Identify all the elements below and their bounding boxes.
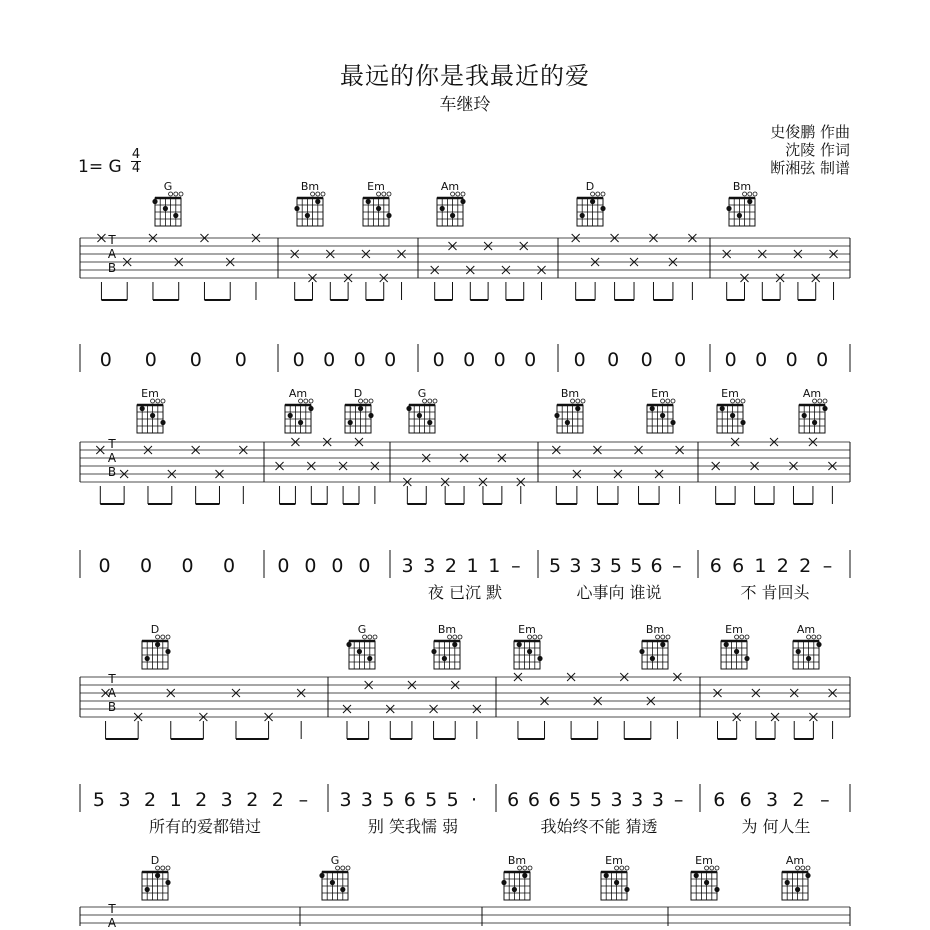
chord-finger-dot — [305, 213, 310, 218]
chord-finger-dot — [650, 656, 655, 661]
jianpu-note: 0 — [144, 349, 157, 371]
chord-finger-dot — [152, 199, 157, 204]
jianpu-note: 6 — [732, 555, 745, 577]
jianpu-note: 2 — [792, 789, 805, 811]
chord-name: Bm — [437, 623, 457, 636]
chord-finger-dot — [163, 206, 168, 211]
chord-finger-dot — [740, 420, 745, 425]
jianpu-note: 6 — [739, 789, 752, 811]
jianpu-note: 0 — [181, 555, 194, 577]
jianpu-note: 0 — [463, 349, 476, 371]
jianpu-note: 0 — [724, 349, 737, 371]
chord-finger-dot — [796, 649, 801, 654]
chord-finger-dot — [155, 873, 160, 878]
chord-name: Am — [440, 180, 460, 193]
lyric-line: 为 何人生 — [741, 817, 811, 836]
jianpu-note: 1 — [169, 789, 182, 811]
chord-finger-dot — [406, 406, 411, 411]
jianpu-note: 5 — [609, 555, 623, 577]
chord-name: Em — [518, 623, 536, 636]
jianpu-note: 0 — [292, 349, 305, 371]
chord-finger-dot — [368, 413, 373, 418]
chord-open-string — [161, 635, 165, 639]
jianpu-note: 3 — [360, 789, 373, 811]
chord-finger-dot — [554, 413, 559, 418]
jianpu-note: 5 — [382, 789, 395, 811]
song-title: 最远的你是我最近的爱 — [340, 62, 590, 90]
chord-open-string — [161, 866, 165, 870]
chord-finger-dot — [160, 420, 165, 425]
chord-name: Em — [367, 180, 385, 193]
time-signature-bottom: 4 — [131, 161, 141, 176]
chord-name: Bm — [732, 180, 752, 193]
jianpu-note: 2 — [246, 789, 259, 811]
chord-open-string — [369, 399, 373, 403]
chord-finger-dot — [660, 413, 665, 418]
chord-finger-dot — [155, 642, 160, 647]
jianpu-note: 2 — [776, 555, 789, 577]
chord-finger-dot — [694, 873, 699, 878]
chord-name: Em — [605, 854, 623, 867]
chord-finger-dot — [340, 887, 345, 892]
chord-finger-dot — [346, 642, 351, 647]
chord-finger-dot — [726, 206, 731, 211]
jianpu-note: – — [298, 789, 309, 811]
chord-name: Bm — [507, 854, 527, 867]
chord-open-string — [433, 399, 437, 403]
tab-system — [80, 623, 850, 836]
chord-finger-dot — [165, 880, 170, 885]
tab-letter: B — [107, 465, 117, 479]
chord-open-string — [373, 635, 377, 639]
tab-letter: A — [107, 451, 117, 465]
jianpu-note: 3 — [569, 555, 582, 577]
chord-finger-dot — [639, 649, 644, 654]
chord-finger-dot — [294, 206, 299, 211]
chord-name: Am — [785, 854, 805, 867]
jianpu-note: 0 — [755, 349, 768, 371]
chord-finger-dot — [417, 413, 422, 418]
chord-finger-dot — [650, 406, 655, 411]
chord-finger-dot — [450, 213, 455, 218]
jianpu-note: 5 — [92, 789, 105, 811]
chord-open-string — [364, 399, 368, 403]
chord-finger-dot — [308, 406, 313, 411]
jianpu-note: 3 — [118, 789, 131, 811]
chord-finger-dot — [537, 656, 542, 661]
chord-name: Am — [796, 623, 816, 636]
chord-finger-dot — [442, 656, 447, 661]
chord-finger-dot — [624, 887, 629, 892]
chord-finger-dot — [660, 642, 665, 647]
singer-name: 车继玲 — [439, 95, 491, 115]
chord-finger-dot — [737, 213, 742, 218]
chord-finger-dot — [165, 649, 170, 654]
jianpu-note: 0 — [493, 349, 506, 371]
jianpu-note: 6 — [548, 789, 561, 811]
jianpu-note: 0 — [640, 349, 653, 371]
chord-open-string — [666, 635, 670, 639]
jianpu-note: 0 — [432, 349, 445, 371]
jianpu-note: 6 — [650, 555, 663, 577]
chord-name: Bm — [560, 387, 580, 400]
chord-finger-dot — [806, 656, 811, 661]
chord-name: Am — [288, 387, 308, 400]
jianpu-note: 3 — [220, 789, 233, 811]
chord-finger-dot — [734, 649, 739, 654]
jianpu-note: 3 — [339, 789, 352, 811]
chord-finger-dot — [140, 406, 145, 411]
chord-finger-dot — [785, 880, 790, 885]
chord-open-string — [823, 399, 827, 403]
chord-finger-dot — [714, 887, 719, 892]
lyric-line: 我始终不能 猜透 — [540, 817, 658, 836]
jianpu-note: – — [673, 789, 684, 811]
jianpu-note: – — [511, 555, 521, 577]
chord-finger-dot — [802, 413, 807, 418]
chord-finger-dot — [376, 206, 381, 211]
jianpu-note: 5 — [569, 789, 582, 811]
jianpu-note: 0 — [99, 349, 112, 371]
chord-finger-dot — [580, 213, 585, 218]
chord-finger-dot — [145, 656, 150, 661]
jianpu-note: 0 — [277, 555, 290, 577]
chord-open-string — [174, 192, 178, 196]
jianpu-note: 0 — [234, 349, 247, 371]
jianpu-note: – — [672, 555, 682, 577]
lyric-line: 别 笑我懦 弱 — [367, 817, 459, 836]
lyric-line: 心事向 谁说 — [576, 583, 662, 602]
tab-letter: A — [107, 247, 117, 261]
tab-letter: A — [107, 686, 117, 700]
jianpu-note: 3 — [651, 789, 664, 811]
jianpu-note: 6 — [403, 789, 416, 811]
chord-open-string — [625, 866, 629, 870]
chord-finger-dot — [366, 199, 371, 204]
chord-open-string — [745, 635, 749, 639]
chord-finger-dot — [704, 880, 709, 885]
chord-name: D — [353, 387, 363, 400]
jianpu-note: 2 — [444, 555, 457, 577]
chord-open-string — [458, 635, 462, 639]
jianpu-note: 3 — [765, 789, 779, 811]
chord-name: Em — [725, 623, 743, 636]
chord-open-string — [538, 635, 542, 639]
jianpu-note: 5 — [549, 555, 562, 577]
lyric-line: 夜 已沉 默 — [427, 583, 503, 602]
chord-open-string — [528, 866, 532, 870]
chord-finger-dot — [145, 887, 150, 892]
chord-finger-dot — [386, 213, 391, 218]
chord-open-string — [461, 192, 465, 196]
chord-finger-dot — [517, 642, 522, 647]
chord-open-string — [166, 635, 170, 639]
chord-open-string — [179, 192, 183, 196]
tab-letter: T — [108, 672, 116, 686]
chord-finger-dot — [452, 642, 457, 647]
jianpu-note: 0 — [785, 349, 798, 371]
chord-name: G — [417, 387, 427, 400]
lyricist-credit: 沈陵 作词 — [785, 141, 850, 159]
jianpu-note: 5 — [630, 555, 643, 577]
jianpu-note: 2 — [195, 789, 208, 811]
chord-name: G — [357, 623, 367, 636]
time-signature-top: 4 — [131, 147, 141, 162]
chord-name: Am — [802, 387, 822, 400]
chord-finger-dot — [724, 642, 729, 647]
jianpu-note: 0 — [304, 555, 317, 577]
chord-finger-dot — [150, 413, 155, 418]
tab-system — [80, 387, 850, 602]
jianpu-note: 0 — [607, 349, 620, 371]
jianpu-note: 3 — [610, 789, 623, 811]
chord-open-string — [161, 399, 165, 403]
chord-finger-dot — [600, 206, 605, 211]
tab-letter: A — [107, 916, 117, 930]
chord-name: Em — [695, 854, 713, 867]
jianpu-note: 2 — [271, 789, 284, 811]
transcriber-credit: 断湘弦 制谱 — [770, 159, 850, 177]
jianpu-note: 0 — [674, 349, 687, 371]
lyric-line: 所有的爱都错过 — [148, 817, 262, 836]
chord-open-string — [581, 399, 585, 403]
chord-open-string — [601, 192, 605, 196]
jianpu-note: 2 — [799, 555, 812, 577]
chord-open-string — [166, 866, 170, 870]
jianpu-note: 3 — [423, 555, 436, 577]
chord-open-string — [368, 635, 372, 639]
chord-finger-dot — [440, 206, 445, 211]
chord-name: Bm — [300, 180, 320, 193]
chord-finger-dot — [812, 420, 817, 425]
chord-name: D — [150, 854, 160, 867]
jianpu-note: 0 — [139, 555, 153, 577]
chord-finger-dot — [604, 873, 609, 878]
chord-finger-dot — [460, 199, 465, 204]
chord-finger-dot — [431, 649, 436, 654]
chord-finger-dot — [288, 413, 293, 418]
tab-letter: T — [108, 233, 116, 247]
chord-name: Bm — [645, 623, 665, 636]
chord-finger-dot — [512, 887, 517, 892]
tab-letter: T — [108, 902, 116, 916]
chord-finger-dot — [330, 880, 335, 885]
chord-finger-dot — [367, 656, 372, 661]
jianpu-note: 0 — [353, 349, 366, 371]
jianpu-note: 5 — [425, 789, 438, 811]
chord-name: Em — [141, 387, 159, 400]
jianpu-note: 0 — [331, 555, 344, 577]
jianpu-note: 5 — [446, 789, 459, 811]
chord-finger-dot — [357, 649, 362, 654]
jianpu-note: 0 — [222, 555, 236, 577]
chord-finger-dot — [590, 199, 595, 204]
chord-finger-dot — [298, 420, 303, 425]
chord-name: Em — [721, 387, 739, 400]
chord-finger-dot — [358, 406, 363, 411]
key-signature: 1= G — [78, 157, 122, 177]
chord-open-string — [321, 192, 325, 196]
chord-finger-dot — [527, 649, 532, 654]
chord-finger-dot — [816, 642, 821, 647]
chord-open-string — [341, 866, 345, 870]
chord-finger-dot — [670, 420, 675, 425]
chord-open-string — [346, 866, 350, 870]
chord-open-string — [806, 866, 810, 870]
jianpu-note: 3 — [631, 789, 644, 811]
jianpu-note: 1 — [754, 555, 767, 577]
tab-letter: B — [107, 700, 117, 714]
jianpu-note: 0 — [98, 555, 111, 577]
jianpu-note: · — [471, 789, 478, 811]
chord-finger-dot — [730, 413, 735, 418]
chord-name: D — [150, 623, 160, 636]
jianpu-note: 3 — [589, 555, 602, 577]
chord-name: D — [585, 180, 595, 193]
chord-open-string — [753, 192, 757, 196]
chord-finger-dot — [427, 420, 432, 425]
chord-open-string — [671, 399, 675, 403]
tab-letter: T — [108, 437, 116, 451]
chord-finger-dot — [822, 406, 827, 411]
chord-finger-dot — [319, 873, 324, 878]
lyric-line: 不 肯回头 — [740, 583, 810, 602]
jianpu-note: 6 — [709, 555, 722, 577]
tab-letter: B — [107, 261, 117, 275]
chord-open-string — [309, 399, 313, 403]
chord-open-string — [817, 635, 821, 639]
jianpu-note: – — [822, 555, 833, 577]
chord-finger-dot — [795, 887, 800, 892]
chord-open-string — [715, 866, 719, 870]
jianpu-note: – — [820, 789, 830, 811]
chord-open-string — [596, 192, 600, 196]
chord-finger-dot — [173, 213, 178, 218]
jianpu-note: 0 — [816, 349, 829, 371]
jianpu-note: 0 — [358, 555, 371, 577]
jianpu-note: 5 — [589, 789, 602, 811]
tab-system — [80, 180, 850, 372]
jianpu-note: 0 — [384, 349, 397, 371]
chord-finger-dot — [315, 199, 320, 204]
jianpu-note: 0 — [323, 349, 336, 371]
chord-finger-dot — [348, 420, 353, 425]
chord-name: G — [330, 854, 340, 867]
jianpu-note: 6 — [507, 789, 520, 811]
chord-name: G — [163, 180, 173, 193]
jianpu-note: 3 — [401, 555, 414, 577]
chord-finger-dot — [744, 656, 749, 661]
jianpu-note: 6 — [527, 789, 540, 811]
chord-finger-dot — [575, 406, 580, 411]
chord-open-string — [741, 399, 745, 403]
jianpu-note: 1 — [488, 555, 501, 577]
jianpu-note: 0 — [524, 349, 537, 371]
chord-finger-dot — [565, 420, 570, 425]
jianpu-note: 1 — [466, 555, 479, 577]
jianpu-note: 0 — [573, 349, 586, 371]
jianpu-note: 2 — [144, 789, 157, 811]
chord-open-string — [428, 399, 432, 403]
jianpu-note: 6 — [713, 789, 726, 811]
jianpu-note: 0 — [189, 349, 202, 371]
chord-finger-dot — [501, 880, 506, 885]
chord-name: Em — [651, 387, 669, 400]
chord-finger-dot — [614, 880, 619, 885]
chord-open-string — [387, 192, 391, 196]
chord-finger-dot — [522, 873, 527, 878]
composer-credit: 史俊鹏 作曲 — [770, 123, 850, 141]
time-signature — [131, 148, 141, 175]
chord-finger-dot — [720, 406, 725, 411]
chord-finger-dot — [805, 873, 810, 878]
chord-finger-dot — [747, 199, 752, 204]
tab-system — [80, 854, 850, 930]
